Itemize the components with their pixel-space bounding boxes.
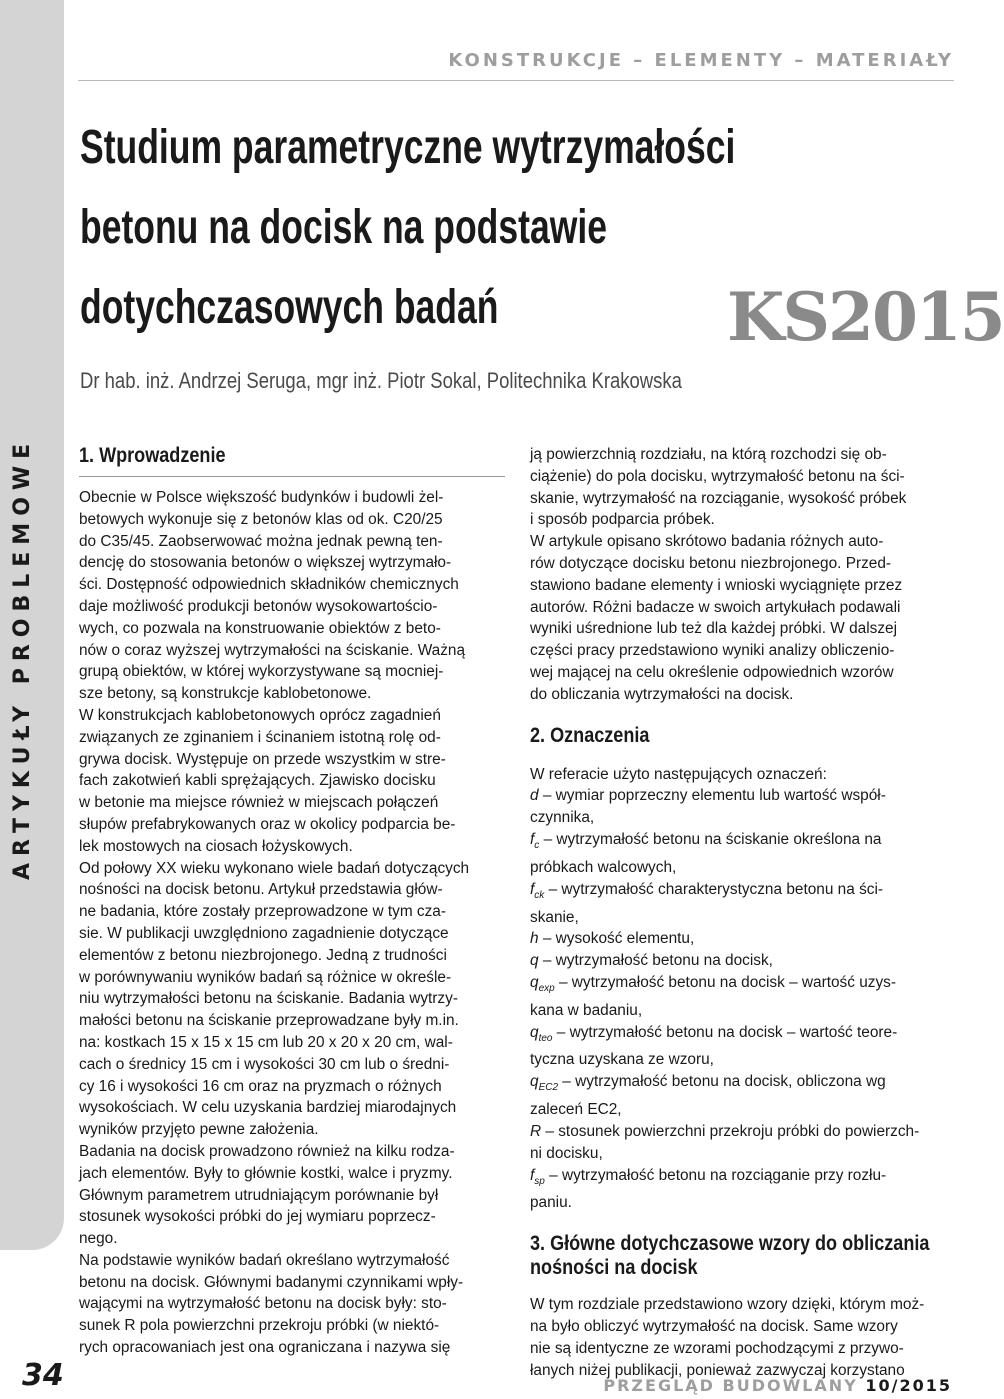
text-line: stosunek wysokości próbki do jej wymiaru poprzecz- [79,1208,436,1226]
text-line: skanie, wytrzymałość na rozciąganie, wysokość próbek [530,489,907,507]
notation-symbol: R [530,1122,542,1140]
section-heading [530,1232,956,1280]
text-line: łanych niżej publikacji, ponieważ zazwyczaj korzystano [530,1361,905,1379]
notation-description: – wytrzymałość betonu na docisk – wartość teore- [556,1023,898,1041]
article-title [80,108,736,348]
body-text [530,1294,956,1381]
notation-symbol: $f_{ck}$ [530,880,545,901]
notation-item [530,928,956,950]
notation-description: tyczna uzyskana ze wzoru, [530,1051,714,1069]
right-column [530,444,956,1381]
authors-line: Dr hab. inż. Andrzej Seruga, mgr inż. Piotr Sokal, Politechnika Krakowska [80,368,682,393]
text-line: wysokościach. W celu uzyskania bardziej miarodajnych [79,1099,457,1117]
notation-description: – wysokość elementu, [542,930,695,948]
text-line: wyniki uśrednione lub też dla każdej próbki. W dalszej [530,620,897,638]
notation-description: – wytrzymałość betonu na docisk – wartość uzys- [558,973,896,991]
section-heading: 1. Wprowadzenie [79,444,226,467]
footer [603,1376,952,1395]
notation-description: – wytrzymałość betonu na ściskanie określona na [543,830,882,848]
notation-subscript: EC2 [538,1082,559,1094]
text-line: betonu na docisk. Głównymi badanymi czynnikami wpły- [79,1273,464,1291]
text-line: Na podstawie wyników badań określano wytrzymałość [79,1251,450,1269]
notation-symbol: q [530,952,539,970]
text-line: daje możliwość produkcji betonów wysokowartościo- [79,597,438,615]
text-line: stawiono badane elementy i wnioski wyciągnięte przez [530,576,903,594]
text-line: W tym rozdziale przedstawiono wzory dzięki, którym moż- [530,1296,925,1314]
notation-intro: W referacie użyto następujących oznaczeń: [530,765,827,783]
notation-symbol: $q_{teo}$ [530,1023,553,1044]
text-line: sunek R pola powierzchni przekroju próbki (w niektó- [79,1317,440,1335]
text-line: do obliczania wytrzymałości na docisk. [530,685,794,703]
text-line: w betonie ma miejsce również w miejscach połączeń [79,794,439,812]
heading-rule [79,476,505,477]
text-line: Głównym parametrem utrudniającym porównanie był [79,1186,439,1204]
journal-name: PRZEGLĄD BUDOWLANY [603,1376,858,1395]
text-line: części pracy przedstawiono wyniki analizy obliczenio- [530,642,895,660]
text-line: lek mostowych na ciosach łożyskowych. [79,837,353,855]
sidebar-label: ARTYKUŁY PROBLEMOWE [10,436,35,880]
text-line: ne badania, które zostały przeprowadzone w tym cza- [79,903,446,921]
text-line: sie. W publikacji uwzględniono zagadnienie dotyczące [79,924,449,942]
notation-description: skanie, [530,908,579,926]
text-line: cy 16 i wysokości 16 cm oraz na pryzmach o różnych [79,1077,442,1095]
text-line: W artykule opisano skrótowo badania różnych auto- [530,533,884,551]
notation-subscript: exp [538,982,555,994]
notation-item [530,1121,956,1165]
header-rule [78,80,954,81]
text-line: wyników przyjęto pewne założenia. [79,1121,319,1139]
text-line: ją powierzchnią rozdziału, na którą rozchodzi się ob- [530,446,887,463]
text-line: autorów. Różni badacze w swoich artykułach podawali [530,598,901,616]
text-line: jach elementów. Były to głównie kostki, walce i pryzmy. [79,1164,453,1182]
text-line: cach o średnicy 15 cm i wysokości 30 cm lub o średni- [79,1055,450,1073]
notation-description: kana w badaniu, [530,1001,643,1019]
text-line: nego. [79,1230,118,1248]
text-line: dencję do stosowania betonów o większej wytrzymało- [79,554,452,572]
conference-logo: KS2015 [727,278,1004,356]
sidebar-band [0,0,64,1250]
issue-number: 10/2015 [865,1376,952,1395]
title-line: Studium parametryczne wytrzymałości [80,121,736,174]
notation-item [530,1071,956,1121]
notation-symbol: d [530,787,539,805]
text-line: na: kostkach 15 x 15 x 15 cm lub 20 x 20 x 20 cm, wal- [79,1033,453,1051]
notation-subscript: sp [534,1175,545,1187]
text-line: betowych wykonuje się z betonów klas od ok. C20/25 [79,510,443,528]
text-line: elementów z betonu niezbrojonego. Jedną z trudności [79,946,447,964]
notation-symbol: $f_{sp}$ [530,1166,545,1187]
notation-description: – stosunek powierzchni przekroju próbki do powierzch- [545,1122,920,1140]
section-header: KONSTRUKCJE – ELEMENTY – MATERIAŁY [448,50,954,71]
text-line: W konstrukcjach kablobetonowych oprócz zagadnień [79,706,441,724]
text-line: wej mającej na celu określenie odpowiednich wzorów [530,663,894,681]
text-line: związanych ze zginaniem i ścinaniem istotną rolę od- [79,728,441,746]
text-line: w porównywaniu wyników badań są różnice w określe- [79,968,452,986]
notation-symbol: $q_{EC2}$ [530,1073,559,1094]
text-line: niu wytrzymałości betonu na ściskanie. Badania wytrzy- [79,990,458,1008]
notation-subscript: c [534,840,540,852]
notation-symbol: $f_c$ [530,830,540,852]
text-line: ciążenie) do pola docisku, wytrzymałość betonu na ści- [530,467,905,485]
notation-subscript: ck [534,889,545,901]
body-text [530,444,956,706]
title-line: betonu na docisk na podstawie [80,201,607,254]
text-line: do C35/45. Zaobserwować można jednak pewną ten- [79,532,443,550]
notation-item [530,879,956,929]
text-line: grywa docisk. Występuje on przede wszystkim w stre- [79,750,446,768]
text-line: sze betony, są konstrukcje kablobetonowe. [79,685,372,703]
notation-item [530,950,956,972]
notation-description: – wytrzymałość betonu na docisk, obliczona wg [562,1073,886,1091]
text-line: rów dotyczące docisku betonu niezbrojonego. Przed- [530,554,892,572]
notation-description: próbkach walcowych, [530,858,677,876]
text-line: Obecnie w Polsce większość budynków i budowli żel- [79,489,444,506]
notation-list [530,785,956,1214]
text-line: na było obliczyć wytrzymałość na docisk. Same wzory [530,1317,898,1335]
text-line: ści. Dostępność odpowiednich składników chemicznych [79,576,459,594]
notation-item [530,1022,956,1072]
heading-line: nośności na docisk [530,1256,698,1280]
notation-description: paniu. [530,1194,572,1212]
body-text [79,487,505,1359]
text-line: wych, co pozwala na konstruowanie obiektów z beto- [79,619,441,637]
text-line: nów o coraz wyższej wytrzymałości na ściskanie. Ważną [79,641,466,659]
text-line: nośności na docisk betonu. Artykuł przedstawia głów- [79,881,443,899]
notation-item [530,1165,956,1215]
text-line: grupą obiektów, w której wykorzystywane są mocniej- [79,663,444,681]
text-line: wającymi na wytrzymałość betonu na docisk były: sto- [79,1295,447,1313]
text-line: słupów prefabrykowanych oraz w okolicy podparcia be- [79,815,456,833]
text-line: i sposób podparcia próbek. [530,511,715,529]
notation-item [530,829,956,879]
text-line: Od połowy XX wieku wykonano wiele badań dotyczących [79,859,470,877]
notation-subscript: teo [538,1032,553,1044]
notation-description: – wymiar poprzeczny elementu lub wartość współ- [542,787,886,805]
notation-description: ni docisku, [530,1144,603,1162]
notation-item [530,785,956,829]
left-column [79,444,505,1359]
text-line: Badania na docisk prowadzono również na kilku rodza- [79,1142,455,1160]
text-line: fach zakotwień kabli sprężających. Zjawisko docisku [79,772,436,790]
section-heading: 2. Oznaczenia [530,723,650,747]
notation-item [530,972,956,1022]
text-line: rych opracowaniach jest ona ograniczana i nazywa się [79,1339,451,1357]
notation-symbol: $q_{exp}$ [530,973,555,994]
title-line: dotychczasowych badań [80,281,499,334]
text-line: nie są identyczne ze wzorami pochodzącymi z przywo- [530,1339,904,1357]
notation-description: – wytrzymałość charakterystyczna betonu na ści- [548,880,884,898]
heading-line: 3. Główne dotychczasowe wzory do obliczania [530,1232,930,1256]
text-line: małości betonu na ściskanie przeprowadzane były m.in. [79,1012,459,1030]
page-number: 34 [22,1358,64,1393]
notation-symbol: h [530,930,539,948]
notation-description: zaleceń EC2, [530,1101,622,1119]
notation-description: – wytrzymałość betonu na rozciąganie przy rozłu- [549,1166,887,1184]
notation-description: czynnika, [530,809,595,827]
notation-description: – wytrzymałość betonu na docisk, [542,952,773,970]
